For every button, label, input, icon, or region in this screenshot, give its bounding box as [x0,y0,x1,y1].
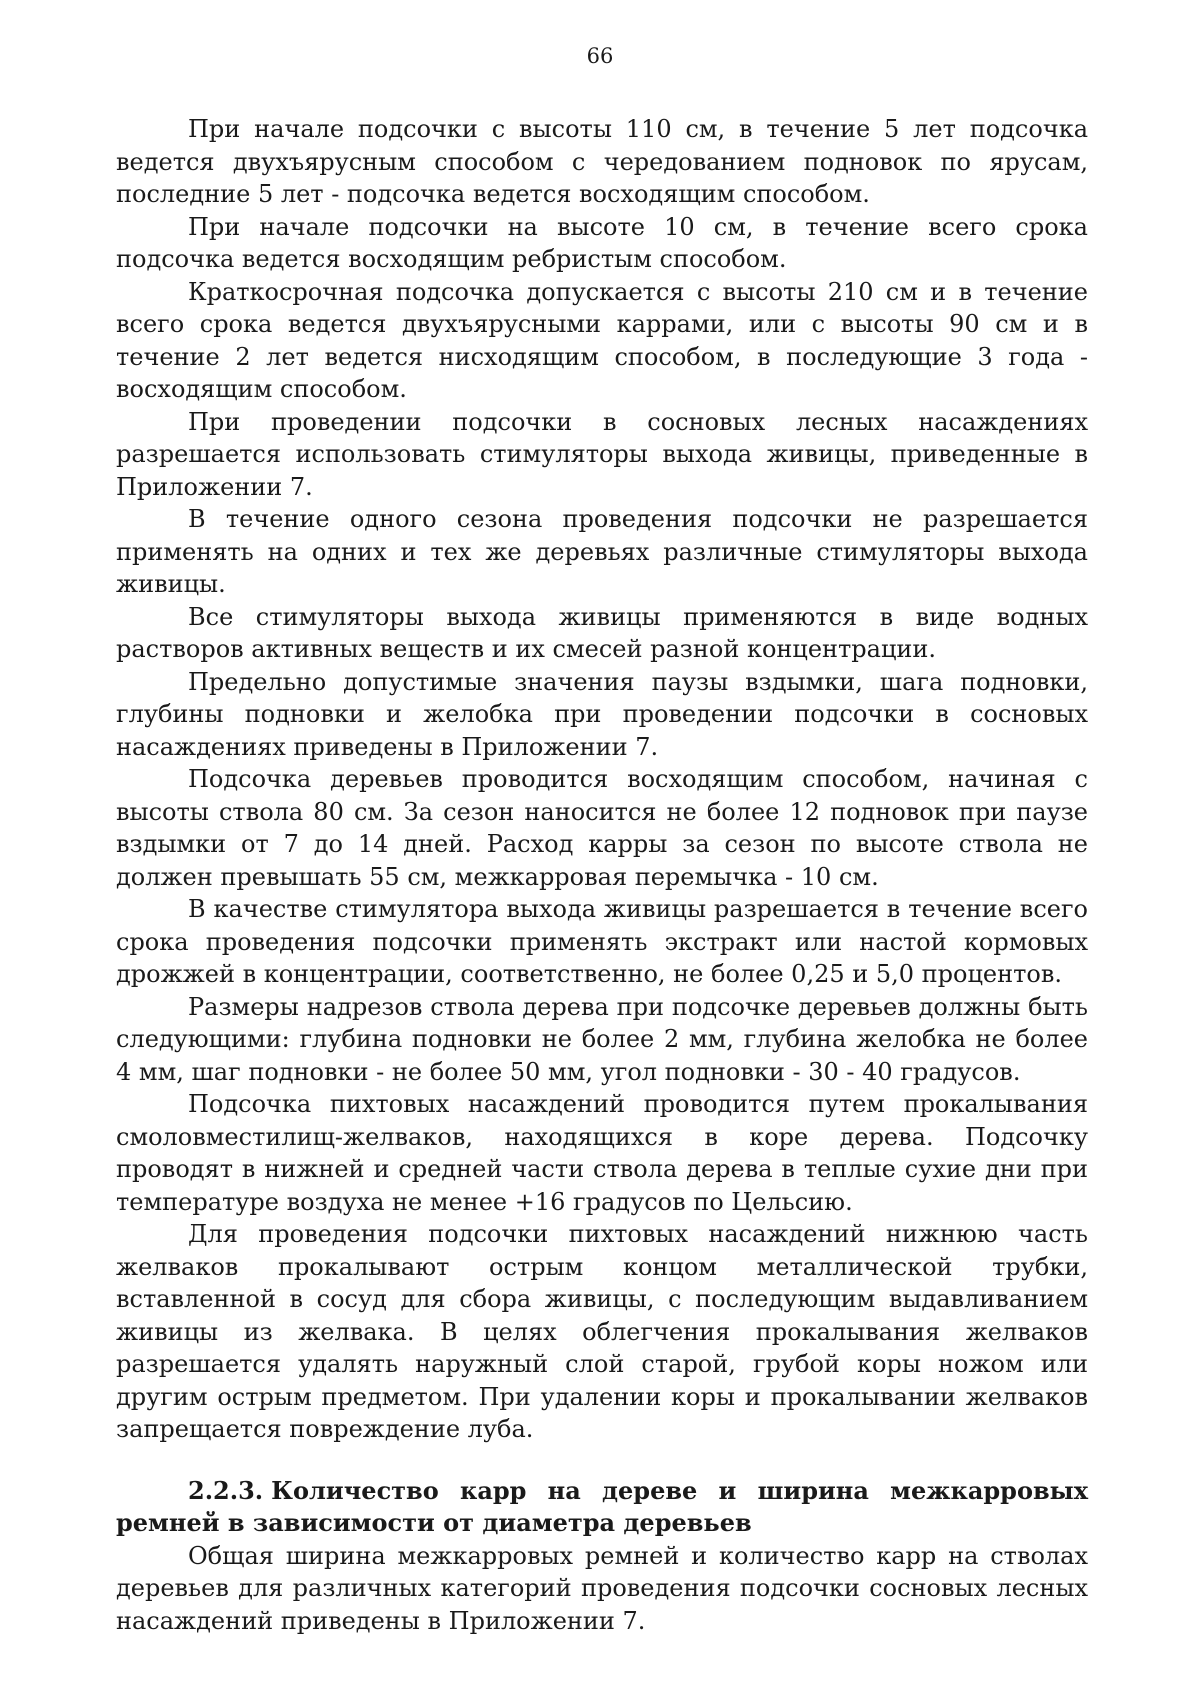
paragraph: Подсочка пихтовых насаждений проводится путем прокалывания смоловместилищ-желваков, находящихся в коре дерева. Подсочку проводят в нижней и средней части ствола дерева в теплые сухие дни при температуре воздуха не менее +16 градусов по Цельсию. [116,1090,1088,1216]
paragraph: В течение одного сезона проведения подсочки не разрешается применять на одних и тех же деревьях различные стимуляторы выхода живицы. [116,505,1088,598]
paragraph: При начале подсочки на высоте 10 см, в течение всего срока подсочка ведется восходящим ребристым способом. [116,212,1088,273]
section-title: Количество карр на дереве и ширина межкарровых ремней в зависимости от диаметра деревьев [116,1475,1088,1537]
paragraph: При начале подсочки с высоты 110 см, в течение 5 лет подсочка ведется двухъярусным способом с чередованием подновок по ярусам, последние 5 лет - подсочка ведется восходящим способом. [116,115,1088,208]
paragraph: Краткосрочная подсочка допускается с высоты 210 см и в течение всего срока ведется двухъярусными каррами, или с высоты 90 см и в течение 2 лет ведется нисходящим способом, в последующие 3 года - восходящим способом. [116,277,1088,403]
section-number: 2.2.3. [188,1475,264,1505]
section-paragraph: Общая ширина межкарровых ремней и количество карр на стволах деревьев для различных категорий проведения подсочки сосновых лесных насаждений приведены в Приложении 7. [116,1541,1088,1635]
paragraph: При проведении подсочки в сосновых лесных насаждениях разрешается использовать стимуляторы выхода живицы, приведенные в Приложении 7. [116,407,1088,501]
paragraph: В качестве стимулятора выхода живицы разрешается в течение всего срока проведения подсочки применять экстракт или настой кормовых дрожжей в концентрации, соответственно, не более 0,25 и 5,0 процентов. [116,895,1088,988]
paragraph: Размеры надрезов ствола дерева при подсочке деревьев должны быть следующими: глубина подновки не более 2 мм, глубина желобка не более 4 мм, шаг подновки - не более 50 мм, угол подновки - 30 - 40 градусов. [116,992,1088,1086]
paragraph: Для проведения подсочки пихтовых насаждений нижнюю часть желваков прокалывают острым концом металлической трубки, вставленной в сосуд для сбора живицы, с последующим выдавливанием живицы из желвака. В целях облегчения прокалывания желваков разрешается удалять наружный слой старой, грубой коры ножом или другим острым предметом. При удалении коры и прокалывании желваков запрещается повреждение луба. [116,1220,1088,1443]
paragraph: Предельно допустимые значения паузы вздымки, шага подновки, глубины подновки и желобка при проведении подсочки в сосновых насаждениях приведены в Приложении 7. [116,667,1088,761]
document-body [116,113,1088,1637]
paragraph: Подсочка деревьев проводится восходящим способом, начиная с высоты ствола 80 см. За сезон наносится не более 12 подновок при паузе вздымки от 7 до 14 дней. Расход карры за сезон по высоте ствола не должен превышать 55 см, межкарровая перемычка - 10 см. [116,765,1088,891]
section-heading [116,1475,1088,1540]
paragraph: Все стимуляторы выхода живицы применяются в виде водных растворов активных веществ и их смесей разной концентрации. [116,602,1088,663]
page-number: 66 [586,44,614,68]
